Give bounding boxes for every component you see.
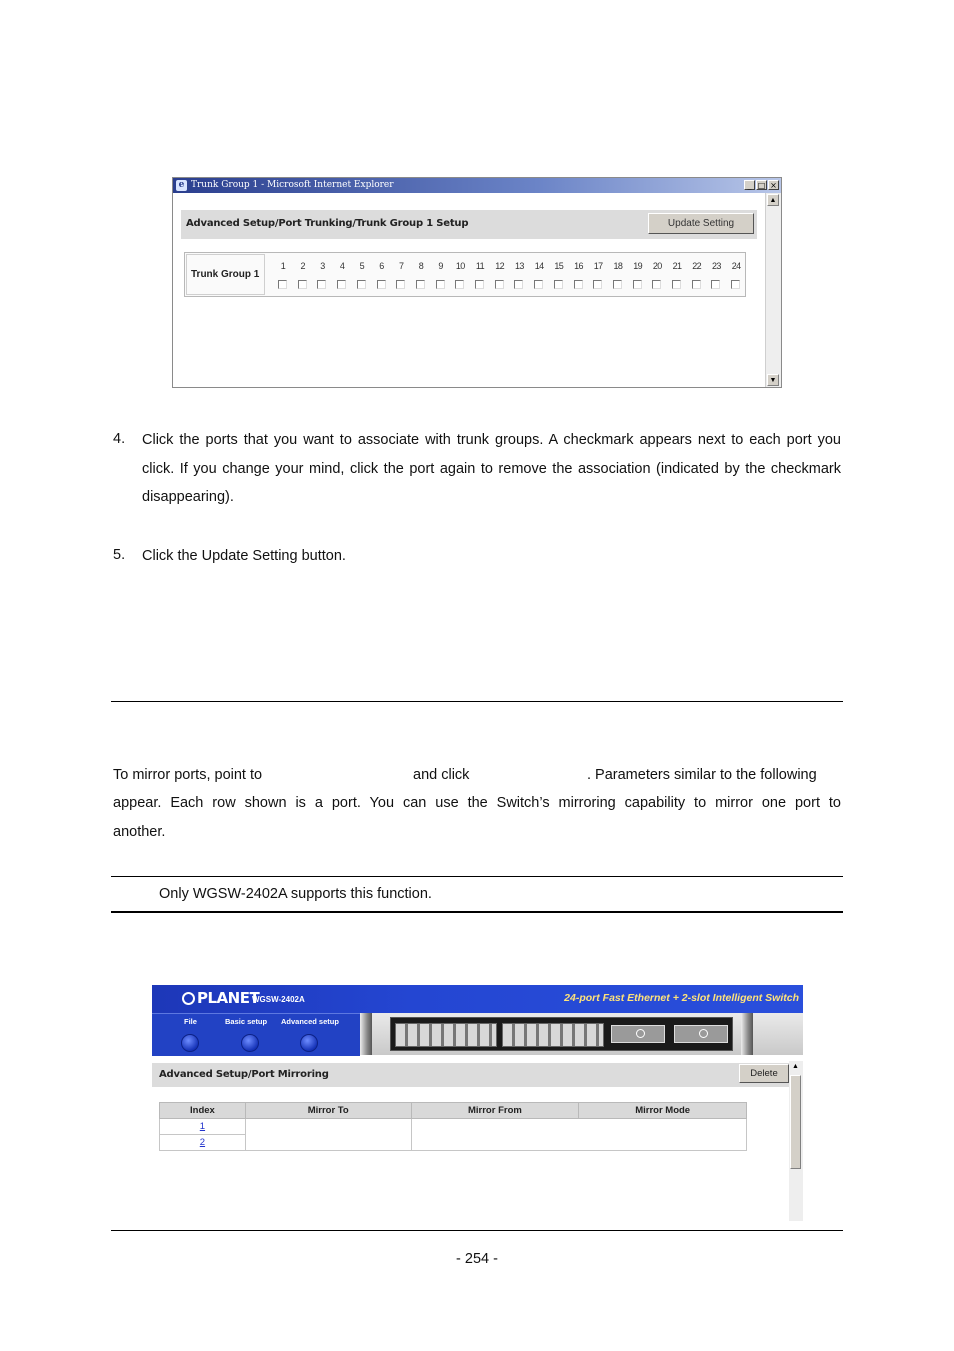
port-column (552, 253, 566, 296)
port-column (709, 253, 723, 296)
port-number-label: 23 (711, 261, 721, 271)
port-column (276, 253, 290, 296)
port-checkbox[interactable] (652, 280, 661, 289)
menu-basic-setup-label: Basic setup (225, 1017, 268, 1026)
note-text: Only WGSW-2402A supports this function. (159, 886, 432, 902)
port-number-label: 21 (672, 261, 682, 271)
port-checkbox[interactable] (633, 280, 642, 289)
table-row (160, 1119, 747, 1135)
expansion-slot-1 (611, 1025, 665, 1043)
intro-text-part2: and click (413, 767, 470, 783)
window-title: Trunk Group 1 - Microsoft Internet Explorer (191, 180, 394, 190)
update-setting-button[interactable]: Update Setting (648, 213, 754, 234)
intro-text-part1: To mirror ports, point to (113, 767, 263, 783)
port-column (591, 253, 605, 296)
port-checkbox[interactable] (396, 280, 405, 289)
column-header-mirror-mode: Mirror Mode (579, 1103, 747, 1119)
maximize-button[interactable]: □ (757, 181, 766, 190)
page-title: Advanced Setup/Port Trunking/Trunk Group 1 Setup (186, 218, 469, 229)
model-name: WGSW-2402A (252, 995, 305, 1004)
note-bottom-rule (111, 911, 843, 913)
mirror-to-cell (245, 1135, 411, 1151)
footer-rule (111, 1230, 843, 1231)
port-column (631, 253, 645, 296)
port-mirroring-window (152, 985, 803, 1221)
slot-led-icon (699, 1029, 708, 1038)
basic-setup-menu-button[interactable] (241, 1034, 259, 1052)
logo-text: PLANET (197, 989, 260, 1007)
index-cell (160, 1119, 246, 1135)
mirror-to-cell (245, 1119, 411, 1135)
port-column (414, 253, 428, 296)
port-column (572, 253, 586, 296)
logo-ring-icon (182, 992, 195, 1005)
port-block-13-24 (502, 1023, 604, 1047)
port-number-label: 11 (475, 261, 485, 271)
port-column (611, 253, 625, 296)
port-number-label: 5 (359, 261, 364, 271)
port-checkbox[interactable] (298, 280, 307, 289)
step-text: Click the Update Setting button. (142, 548, 346, 564)
port-checkbox[interactable] (357, 280, 366, 289)
page-number: - 254 - (456, 1251, 498, 1267)
port-number-label: 7 (398, 261, 404, 271)
close-button[interactable]: × (768, 180, 779, 190)
port-column (394, 253, 408, 296)
port-checkbox[interactable] (455, 280, 464, 289)
window-titlebar (173, 178, 781, 193)
step-number: 4. (113, 431, 126, 447)
mirror-table (159, 1102, 747, 1151)
port-checkbox[interactable] (436, 280, 445, 289)
scroll-down-icon[interactable]: ▼ (767, 374, 779, 386)
trunk-group-window (172, 177, 782, 388)
port-number-label: 15 (554, 261, 564, 271)
port-number-label: 3 (320, 261, 325, 271)
port-column (296, 253, 310, 296)
port-checkbox[interactable] (337, 280, 346, 289)
port-checkbox[interactable] (554, 280, 563, 289)
expansion-slot-2 (674, 1025, 728, 1043)
port-number-label: 4 (339, 261, 345, 271)
port-number-label: 13 (514, 261, 524, 271)
product-tagline: 24-port Fast Ethernet + 2-slot Intelligent Switch (564, 992, 799, 1004)
panel-frame-right (741, 1013, 753, 1055)
page-header (152, 1063, 803, 1087)
mirror-mode-cell (579, 1119, 747, 1135)
menu-file-label: File (184, 1017, 197, 1026)
port-number-label: 12 (495, 261, 505, 271)
port-checkbox[interactable] (711, 280, 720, 289)
port-column (670, 253, 684, 296)
vertical-scrollbar[interactable] (789, 1061, 803, 1221)
page-title: Advanced Setup/Port Mirroring (159, 1069, 329, 1080)
port-number-label: 10 (455, 261, 465, 271)
column-header-mirror-to: Mirror To (245, 1103, 411, 1119)
port-column (532, 253, 546, 296)
port-checkbox[interactable] (692, 280, 701, 289)
switch-front-panel-image (390, 1017, 733, 1051)
port-checkbox[interactable] (317, 280, 326, 289)
port-checkbox[interactable] (495, 280, 504, 289)
port-column (690, 253, 704, 296)
ie-icon: e (176, 180, 187, 191)
port-block-1-12 (395, 1023, 497, 1047)
port-number-label: 6 (379, 261, 384, 271)
minimize-button[interactable]: _ (744, 180, 755, 190)
port-column (493, 253, 507, 296)
port-column (335, 253, 349, 296)
top-banner (152, 985, 803, 1013)
file-menu-button[interactable] (181, 1034, 199, 1052)
menu-advanced-setup-label: Advanced setup (281, 1017, 339, 1026)
port-checkbox[interactable] (416, 280, 425, 289)
port-checkbox[interactable] (613, 280, 622, 289)
port-checkbox[interactable] (672, 280, 681, 289)
delete-button[interactable]: Delete (739, 1064, 789, 1083)
port-column (315, 253, 329, 296)
port-number-label: 1 (280, 261, 286, 271)
port-number-label: 8 (418, 261, 424, 271)
port-checkbox[interactable] (731, 280, 740, 289)
port-column (453, 253, 467, 296)
intro-text-line2: appear. Each row shown is a port. You can use the Switch’s mirroring capability to mirror one port to (113, 795, 841, 811)
port-number-label: 18 (613, 261, 623, 271)
column-header-mirror-from: Mirror From (411, 1103, 579, 1119)
port-checkbox[interactable] (534, 280, 543, 289)
intro-text-line3: another. (113, 824, 166, 840)
port-column (355, 253, 369, 296)
menu-bar (152, 1013, 360, 1056)
port-number-label: 16 (574, 261, 583, 271)
port-checkbox[interactable] (574, 280, 583, 289)
trunk-group-table (184, 252, 746, 297)
port-number-label: 19 (633, 261, 642, 271)
scroll-up-icon[interactable]: ▲ (792, 1063, 799, 1070)
advanced-setup-menu-button[interactable] (300, 1034, 318, 1052)
trunk-group-label: Trunk Group 1 (186, 254, 265, 295)
slot-led-icon (636, 1029, 645, 1038)
port-number-label: 20 (652, 261, 662, 271)
port-number-label: 14 (534, 261, 544, 271)
port-number-label: 24 (731, 261, 741, 271)
note-top-rule (111, 876, 843, 877)
port-checkbox[interactable] (377, 280, 386, 289)
port-checkbox[interactable] (593, 280, 602, 289)
page-header (181, 210, 757, 239)
column-header-index: Index (160, 1103, 246, 1119)
port-column (434, 253, 448, 296)
port-column (650, 253, 664, 296)
vertical-scrollbar[interactable] (765, 193, 781, 387)
port-checkbox[interactable] (278, 280, 287, 289)
index-link[interactable]: 2 (199, 1137, 206, 1148)
step-number: 5. (113, 547, 126, 563)
scroll-thumb[interactable] (790, 1075, 801, 1169)
index-cell (160, 1135, 246, 1151)
port-checkbox[interactable] (475, 280, 484, 289)
panel-frame-left (360, 1013, 372, 1055)
index-link[interactable]: 1 (199, 1121, 206, 1132)
port-column (375, 253, 389, 296)
mirror-mode-cell (579, 1135, 747, 1151)
port-checkbox[interactable] (514, 280, 523, 289)
scroll-up-icon[interactable]: ▲ (767, 194, 779, 206)
port-column (729, 253, 743, 296)
port-number-label: 9 (438, 261, 443, 271)
mirror-from-cell (411, 1135, 579, 1151)
intro-text-part3: . Parameters similar to the following (587, 767, 817, 783)
device-panel-area (360, 1013, 803, 1055)
port-number-label: 22 (692, 261, 702, 271)
table-header-row (160, 1103, 747, 1119)
port-column (473, 253, 487, 296)
port-number-label: 17 (593, 261, 603, 271)
port-column (512, 253, 526, 296)
mirror-from-cell (411, 1119, 579, 1135)
step-text: Click the ports that you want to associate with trunk groups. A checkmark appears next to each port you click. If you change your mind, click the port again to remove the association (indicated by the checkmark disappearing). (142, 432, 841, 506)
section-divider (111, 701, 843, 702)
table-row (160, 1135, 747, 1151)
port-number-label: 2 (300, 261, 305, 271)
planet-logo (182, 989, 259, 1007)
